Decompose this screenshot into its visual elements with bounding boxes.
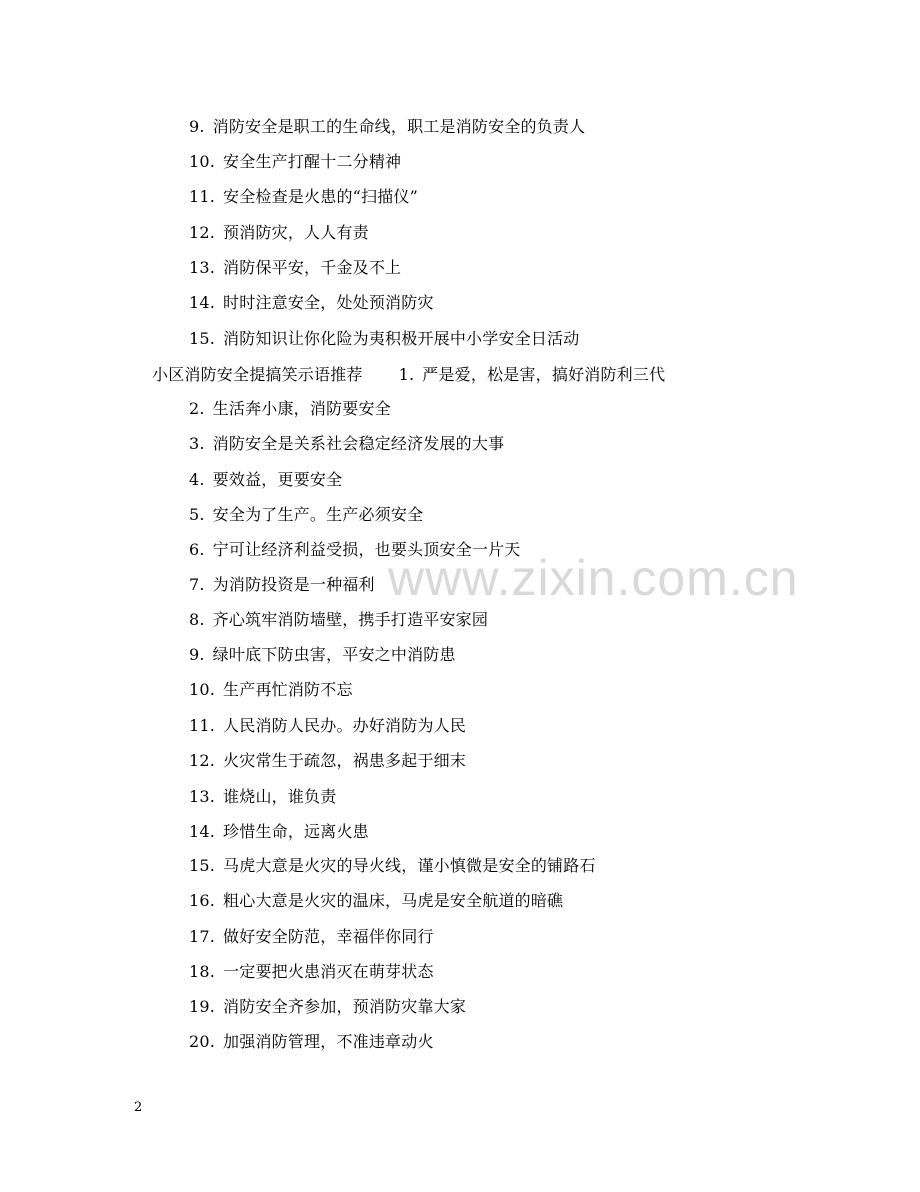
section-heading-line [152,364,665,386]
item-text: 宁可让经济利益受损，也要头顶安全一片天 [212,540,521,559]
item-number: 1. [398,365,415,384]
item-text: 一定要把火患消灭在萌芽状态 [223,962,434,981]
list-item [189,469,342,491]
item-number: 9. [189,645,205,664]
item-text: 消防知识让你化险为夷积极开展中小学安全日活动 [223,329,580,348]
item-text: 消防安全齐参加，预消防灾靠大家 [223,997,467,1016]
list-item [189,574,375,596]
list-item [189,151,401,173]
item-number: 2. [189,399,205,418]
item-number: 19. [189,997,216,1016]
item-number: 15. [189,856,216,875]
item-text: 火灾常生于疏忽，祸患多起于细末 [223,751,467,770]
item-text: 马虎大意是火灾的导火线，谨小慎微是安全的铺路石 [223,856,596,875]
item-text: 时时注意安全，处处预消防灾 [223,293,434,312]
item-number: 8. [189,610,205,629]
list-item [189,644,456,666]
item-text: 安全生产打醒十二分精神 [223,152,402,171]
item-number: 12. [189,751,216,770]
item-number: 13. [189,258,216,277]
item-text: 严是爱，松是害，搞好消防利三代 [422,365,666,384]
item-number: 20. [189,1032,216,1051]
item-number: 14. [189,822,216,841]
list-item [189,821,369,843]
list-item [189,679,353,701]
list-item [189,1031,434,1053]
item-text: 消防保平安，千金及不上 [223,258,402,277]
list-item [189,539,520,561]
item-text: 预消防灾，人人有责 [223,223,369,242]
item-text: 安全为了生产。生产必须安全 [212,505,424,524]
item-number: 14. [189,293,216,312]
item-number: 18. [189,962,216,981]
list-item [189,504,423,526]
item-text: 做好安全防范，幸福伴你同行 [223,927,434,946]
list-item [189,222,369,244]
item-number: 12. [189,223,216,242]
item-number: 3. [189,434,205,453]
item-text: 消防安全是关系社会稳定经济发展的大事 [212,434,505,453]
item-text: 粗心大意是火灾的温床，马虎是安全航道的暗礁 [223,891,564,910]
list-item [189,996,466,1018]
item-number: 17. [189,927,216,946]
item-number: 6. [189,540,205,559]
item-text: 珍惜生命，远离火患 [223,822,369,841]
list-item [189,855,596,877]
list-item [189,926,434,948]
item-number: 10. [189,152,216,171]
item-text: 加强消防管理，不准违章动火 [223,1032,434,1051]
list-item [189,786,336,808]
item-text: 生活奔小康，消防要安全 [212,399,391,418]
item-text: 生产再忙消防不忘 [223,680,353,699]
item-number: 9. [189,117,205,136]
list-item [189,609,488,631]
list-item [189,292,434,314]
item-number: 11. [189,187,216,206]
item-text: 消防安全是职工的生命线，职工是消防安全的负责人 [212,117,586,136]
item-number: 4. [189,470,205,489]
item-number: 10. [189,680,216,699]
item-text: 齐心筑牢消防墙壁，携手打造平安家园 [212,610,489,629]
item-number: 7. [189,575,205,594]
item-text: 安全检查是火患的“扫描仪” [223,187,419,206]
item-number: 13. [189,787,216,806]
list-item [189,715,466,737]
item-number: 15. [189,329,216,348]
item-number: 5. [189,505,205,524]
item-text: 人民消防人民办。办好消防为人民 [223,716,467,735]
watermark: www.zixin.com.cn [388,550,799,606]
list-item [189,328,579,350]
item-text: 谁烧山，谁负责 [223,787,337,806]
item-number: 11. [189,716,216,735]
list-item [189,398,391,420]
list-item [189,890,563,912]
item-text: 为消防投资是一种福利 [212,575,375,594]
list-item [189,433,504,455]
list-item [189,116,585,138]
list-item [189,257,401,279]
list-item [189,961,434,983]
item-text: 绿叶底下防虫害，平安之中消防患 [212,645,456,664]
item-number: 16. [189,891,216,910]
list-item [189,186,418,208]
list-item [189,750,466,772]
section-heading: 小区消防安全提搞笑示语推荐 [152,365,363,384]
item-text: 要效益，更要安全 [212,470,343,489]
page-number: 2 [134,1100,143,1115]
